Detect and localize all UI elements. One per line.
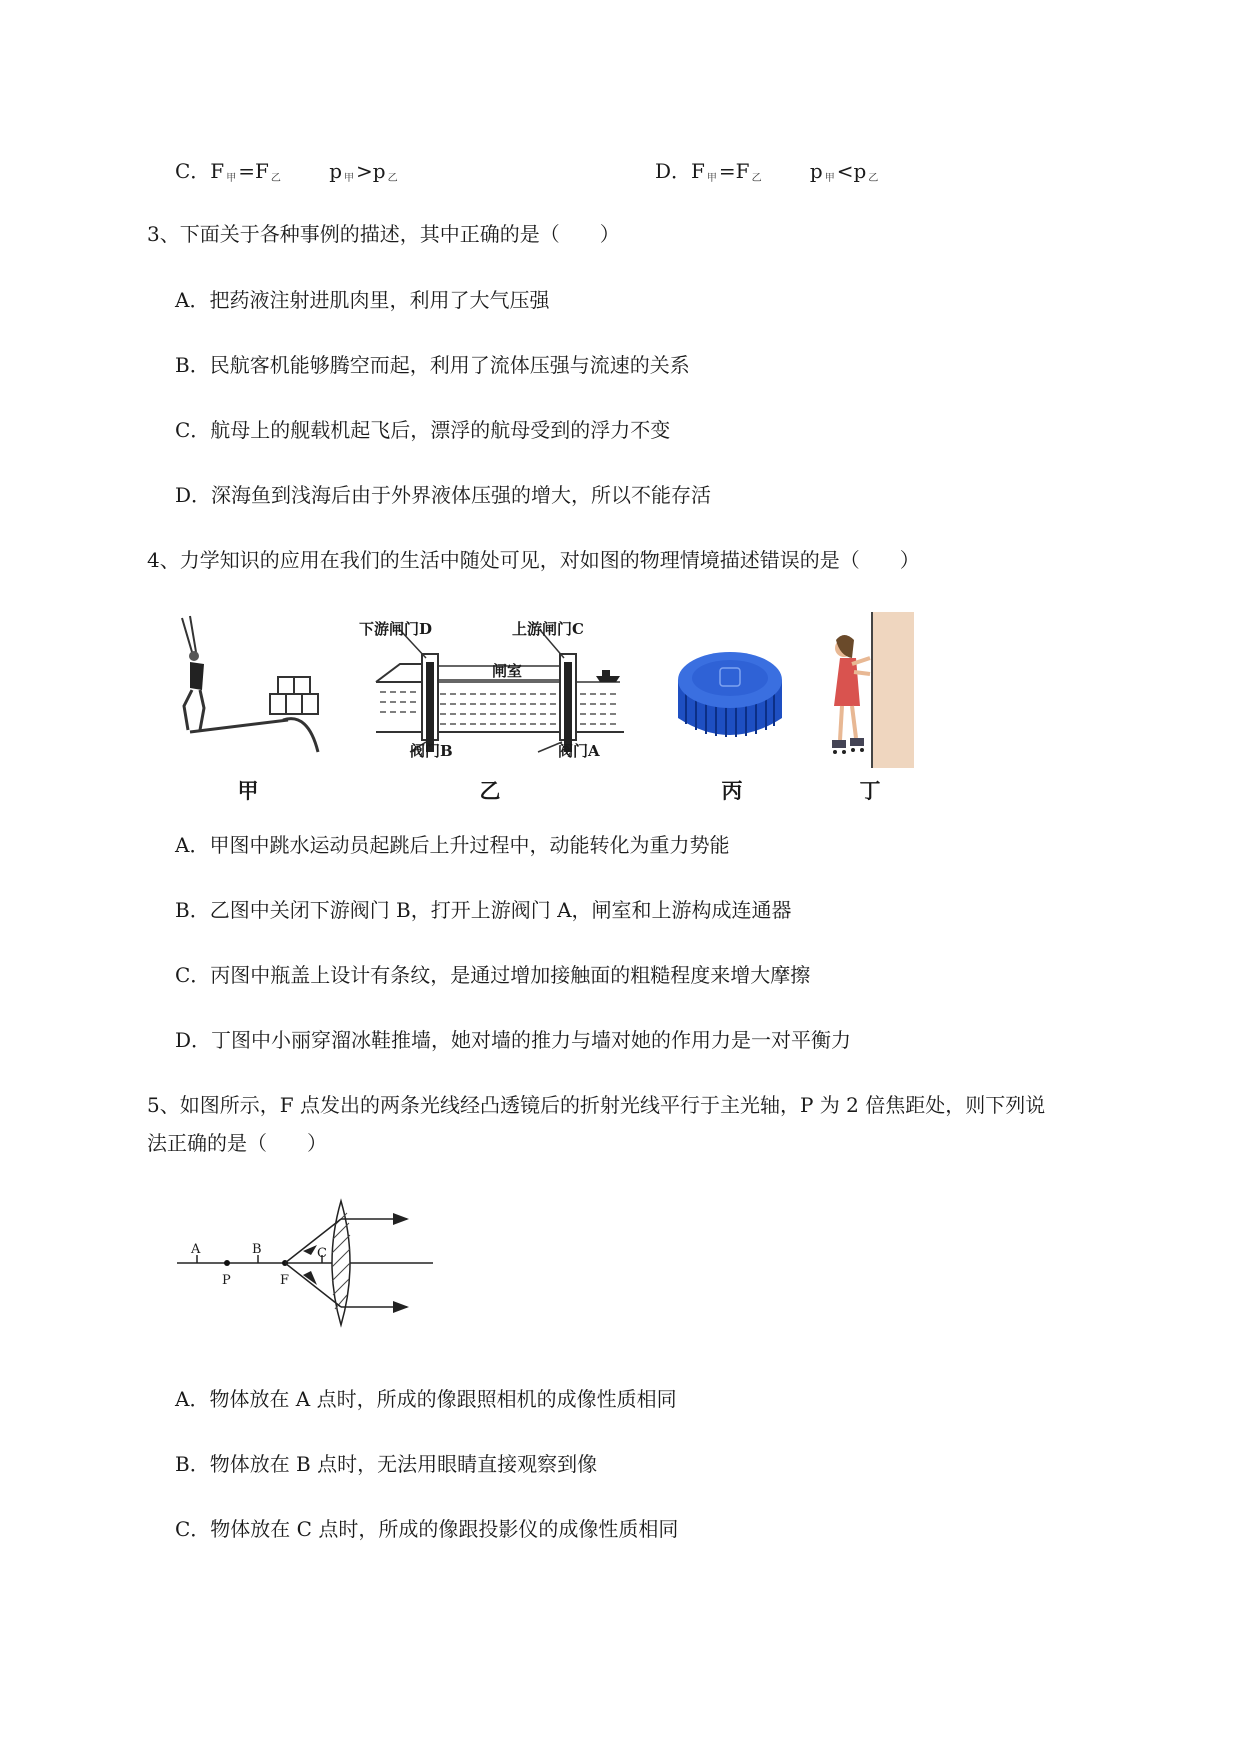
q2-option-c: C．F $_甲$ =F $_乙$ p $_甲$ >p $_乙$ <box>175 159 398 184</box>
q5-option-a: A．物体放在 A 点时，所成的像跟照相机的成像性质相同 <box>175 1387 677 1411</box>
caption-yi: 乙 <box>479 778 501 803</box>
q4-option-c: C．丙图中瓶盖上设计有条纹，是通过增加接触面的粗糙程度来增大摩擦 <box>175 963 811 987</box>
q5-stem-line1: 5、如图所示，F 点发出的两条光线经凸透镜后的折射光线平行于主光轴，P 为 2 倍焦距处，则下列说 <box>147 1093 1046 1117</box>
q3-option-d: D．深海鱼到浅海后由于外界液体压强的增大，所以不能存活 <box>175 483 712 507</box>
q4-option-a: A．甲图中跳水运动员起跳后上升过程中，动能转化为重力势能 <box>175 833 730 857</box>
q5-option-b: B．物体放在 B 点时，无法用眼睛直接观察到像 <box>175 1452 598 1476</box>
q2-option-d: D．F $_甲$ =F $_乙$ p $_甲$ <p $_乙$ <box>655 159 879 184</box>
lens-label-f: F <box>280 1273 290 1288</box>
convex-lens-figure <box>175 1195 445 1335</box>
q4-option-b: B．乙图中关闭下游阀门 B，打开上游阀门 A，闸室和上游构成连通器 <box>175 898 792 922</box>
caption-ding: 丁 <box>859 778 881 803</box>
q3-option-b: B．民航客机能够腾空而起，利用了流体压强与流速的关系 <box>175 353 690 377</box>
lens-label-b: B <box>252 1242 262 1257</box>
label-down-gate: 下游闸门D <box>359 620 433 638</box>
diver-figure <box>178 612 328 762</box>
lens-label-c: C <box>317 1246 327 1261</box>
lens-label-a: A <box>191 1242 201 1257</box>
lens-label-p: P <box>222 1273 231 1288</box>
label-chamber: 闸室 <box>492 662 523 680</box>
q5-stem-line2: 法正确的是（ ） <box>147 1131 327 1155</box>
q3-stem: 3、下面关于各种事例的描述，其中正确的是（ ） <box>147 222 620 246</box>
bottle-cap-figure <box>670 640 790 750</box>
label-up-gate: 上游闸门C <box>512 620 584 638</box>
girl-pushing-wall-figure <box>826 612 916 772</box>
label-valve-a: 阀门A <box>558 742 600 760</box>
q3-option-a: A．把药液注射进肌肉里，利用了大气压强 <box>175 288 550 312</box>
q4-stem: 4、力学知识的应用在我们的生活中随处可见，对如图的物理情境描述错误的是（ ） <box>147 548 920 572</box>
q5-option-c: C．物体放在 C 点时，所成的像跟投影仪的成像性质相同 <box>175 1517 679 1541</box>
label-valve-b: 阀门B <box>410 742 453 760</box>
q3-option-c: C．航母上的舰载机起飞后，漂浮的航母受到的浮力不变 <box>175 418 671 442</box>
caption-bing: 丙 <box>721 778 743 803</box>
caption-jia: 甲 <box>237 778 259 803</box>
q4-option-d: D．丁图中小丽穿溜冰鞋推墙，她对墙的推力与墙对她的作用力是一对平衡力 <box>175 1028 852 1052</box>
